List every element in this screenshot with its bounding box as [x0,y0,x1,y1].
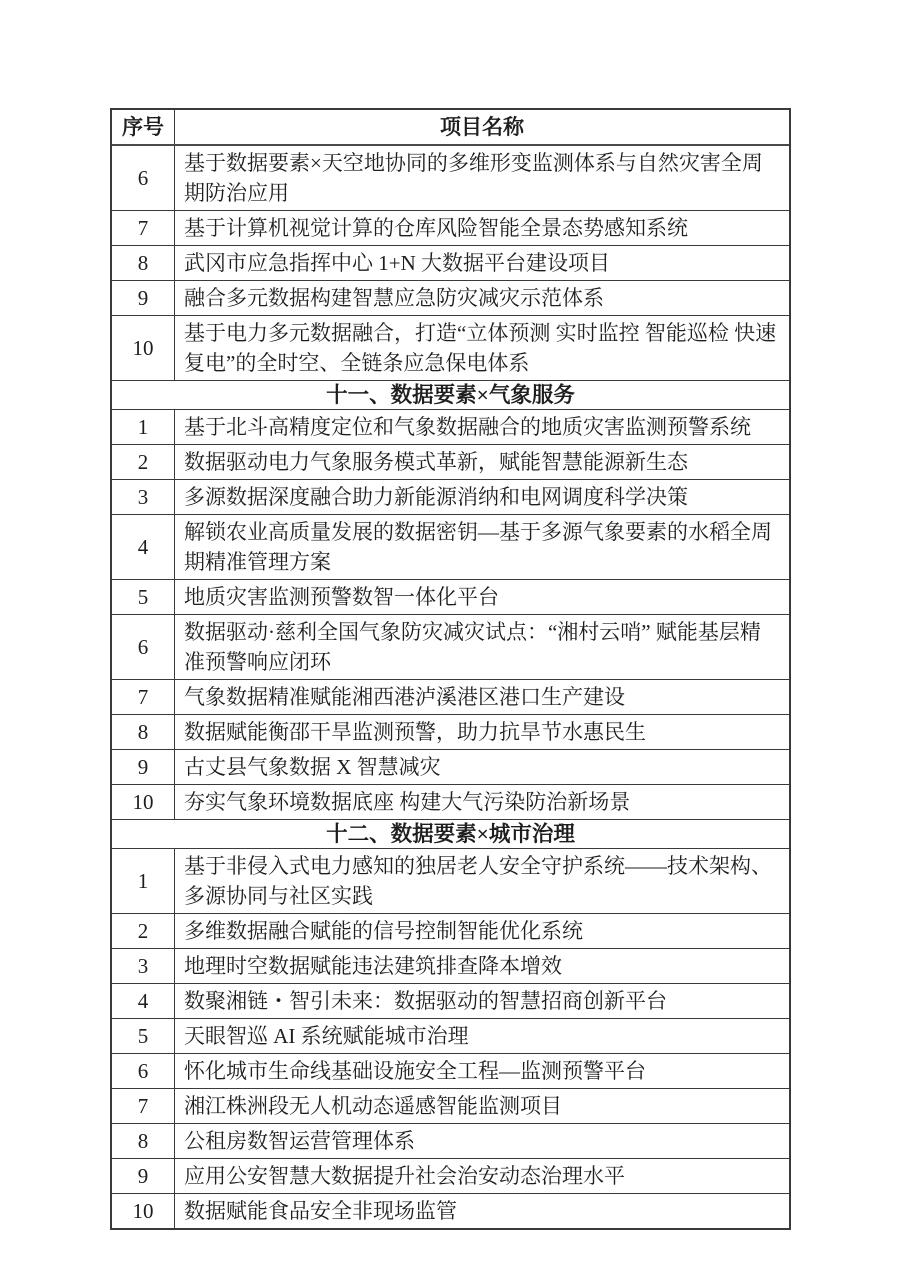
table-row [112,914,789,949]
table-header-row [112,110,789,146]
row-index: 2 [112,445,175,479]
table-row [112,445,789,480]
row-index: 9 [112,750,175,784]
section-header-row [112,381,789,410]
row-index: 3 [112,480,175,514]
project-name: 融合多元数据构建智慧应急防灾减灾示范体系 [184,286,604,310]
project-name: 古丈县气象数据 X 智慧减灾 [184,755,441,779]
table-row [112,1019,789,1054]
project-name: 地理时空数据赋能违法建筑排查降本增效 [184,954,562,978]
project-name: 数据赋能食品安全非现场监管 [184,1199,457,1223]
project-name: 怀化城市生命线基础设施安全工程—监测预警平台 [184,1059,646,1083]
row-index: 10 [112,1194,175,1228]
table-row [112,949,789,984]
project-name: 应用公安智慧大数据提升社会治安动态治理水平 [184,1164,625,1188]
project-name: 数据驱动·慈利全国气象防灾减灾试点：“湘村云哨” 赋能基层精准预警响应闭环 [184,620,761,674]
project-name: 公租房数智运营管理体系 [184,1129,415,1153]
table-row [112,785,789,820]
table-row [112,410,789,445]
row-index: 6 [112,615,175,679]
table-row [112,1194,789,1228]
row-index: 1 [112,410,175,444]
project-name: 湘江株洲段无人机动态遥感智能监测项目 [184,1094,562,1118]
project-name: 数据赋能衡邵干旱监测预警，助力抗旱节水惠民生 [184,720,646,744]
project-name: 多源数据深度融合助力新能源消纳和电网调度科学决策 [184,485,688,509]
project-name: 气象数据精准赋能湘西港泸溪港区港口生产建设 [184,685,625,709]
project-name: 基于数据要素×天空地协同的多维形变监测体系与自然灾害全周期防治应用 [184,151,763,205]
table-row [112,1159,789,1194]
row-index: 2 [112,914,175,948]
table-row [112,615,789,680]
project-name: 基于电力多元数据融合，打造“立体预测 实时监控 智能巡检 快速复电”的全时空、全链条应急保电体系 [184,321,777,375]
project-name: 基于计算机视觉计算的仓库风险智能全景态势感知系统 [184,216,688,240]
table-row [112,480,789,515]
row-index: 10 [112,785,175,819]
table-row [112,984,789,1019]
projects-table [110,108,791,1230]
row-index: 5 [112,580,175,614]
row-index: 7 [112,1089,175,1123]
table-row [112,1054,789,1089]
table-row [112,1089,789,1124]
row-index: 8 [112,715,175,749]
project-name: 解锁农业高质量发展的数据密钥—基于多源气象要素的水稻全周期精准管理方案 [184,520,772,574]
table-row [112,849,789,914]
header-name-label: 项目名称 [440,115,524,139]
row-index: 7 [112,211,175,245]
table-row [112,281,789,316]
project-name: 数聚湘链・智引未来：数据驱动的智慧招商创新平台 [184,989,667,1013]
row-index: 8 [112,1124,175,1158]
row-index: 6 [112,146,175,210]
section-title: 十二、数据要素×城市治理 [326,822,575,846]
project-name: 数据驱动电力气象服务模式革新，赋能智慧能源新生态 [184,450,688,474]
row-index: 4 [112,984,175,1018]
row-index: 1 [112,849,175,913]
section-title: 十一、数据要素×气象服务 [326,383,575,407]
table-row [112,316,789,381]
table-row [112,580,789,615]
header-index-label: 序号 [112,110,175,144]
project-name: 地质灾害监测预警数智一体化平台 [184,585,499,609]
table-row [112,1124,789,1159]
row-index: 9 [112,281,175,315]
table-row [112,246,789,281]
row-index: 9 [112,1159,175,1193]
row-index: 7 [112,680,175,714]
table-row [112,750,789,785]
row-index: 6 [112,1054,175,1088]
table-row [112,211,789,246]
project-name: 基于北斗高精度定位和气象数据融合的地质灾害监测预警系统 [184,415,751,439]
table-row [112,715,789,750]
row-index: 8 [112,246,175,280]
row-index: 5 [112,1019,175,1053]
section-header-row [112,820,789,849]
project-name: 天眼智巡 AI 系统赋能城市治理 [184,1024,469,1048]
project-name: 武冈市应急指挥中心 1+N 大数据平台建设项目 [184,251,611,275]
project-name: 多维数据融合赋能的信号控制智能优化系统 [184,919,583,943]
table-row [112,680,789,715]
row-index: 10 [112,316,175,380]
project-name: 夯实气象环境数据底座 构建大气污染防治新场景 [184,790,631,814]
table-row [112,146,789,211]
project-name: 基于非侵入式电力感知的独居老人安全守护系统——技术架构、多源协同与社区实践 [184,854,772,908]
row-index: 3 [112,949,175,983]
table-row [112,515,789,580]
row-index: 4 [112,515,175,579]
